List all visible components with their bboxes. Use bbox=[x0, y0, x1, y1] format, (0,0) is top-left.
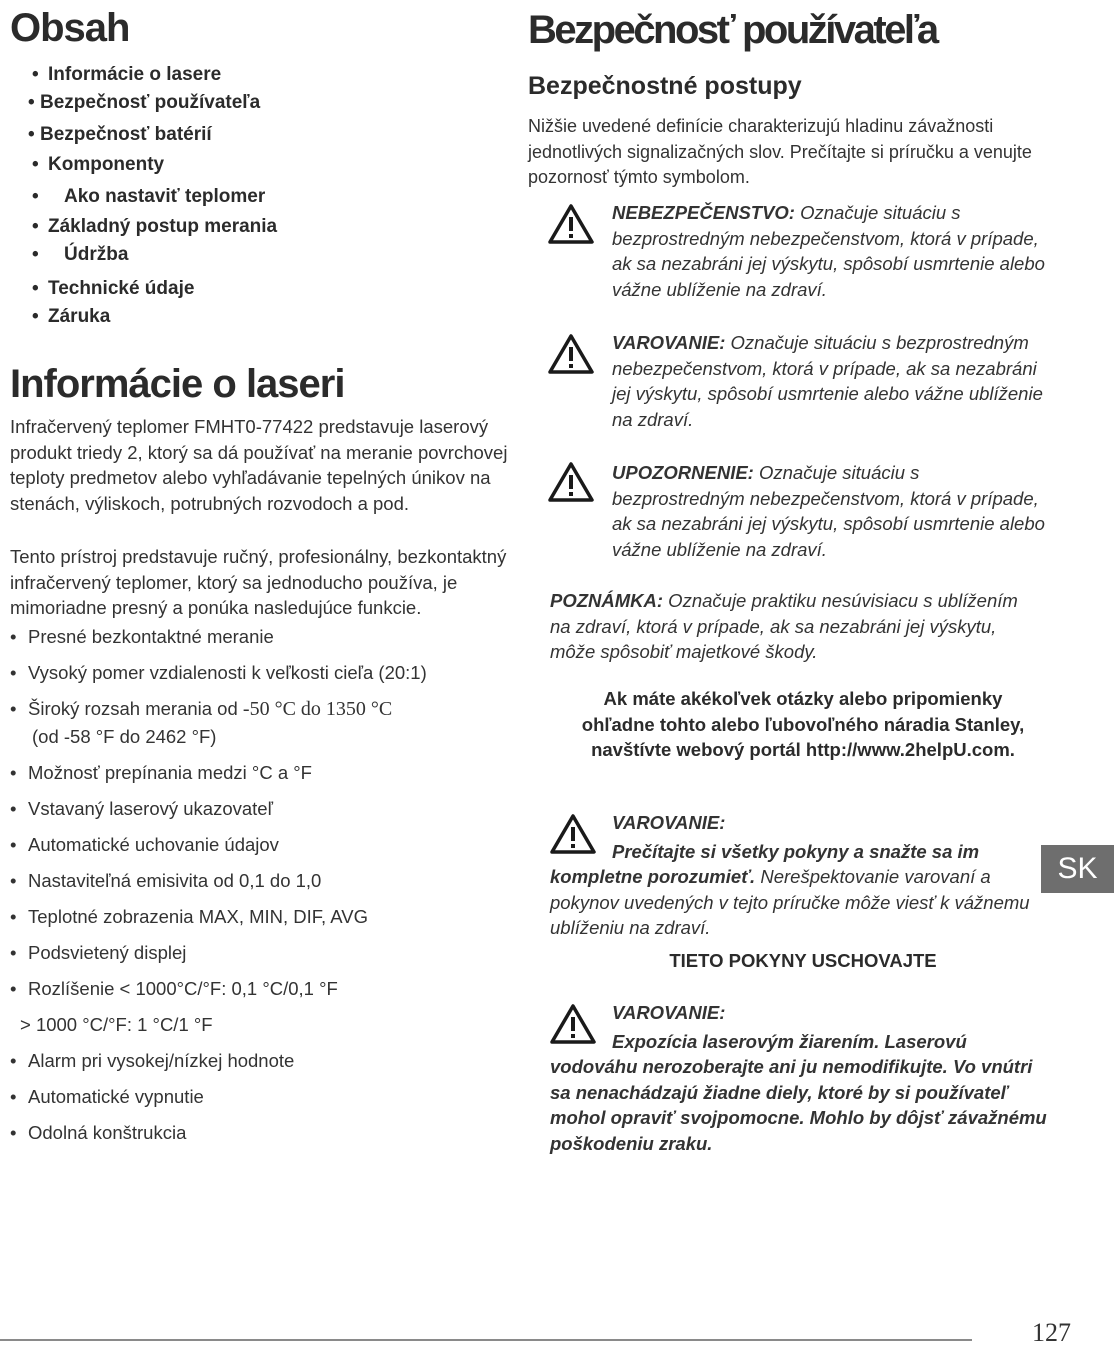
feature-item-continuation: > 1000 °C/°F: 1 °C/1 °F bbox=[20, 1014, 213, 1035]
feature-item: • Nastaviteľná emisivita od 0,1 do 1,0 bbox=[10, 870, 322, 891]
range-value: -50 °C do 1350 °C bbox=[242, 698, 393, 720]
caution-label: UPOZORNENIE: bbox=[612, 462, 754, 483]
warning-triangle-icon bbox=[548, 334, 594, 374]
toc-item[interactable]: • Údržba bbox=[32, 244, 129, 265]
language-tab[interactable]: SK bbox=[1041, 845, 1114, 893]
read-instructions-warning bbox=[550, 810, 1050, 941]
feature-item: • Široký rozsah merania od -50 °C do 1350 °C bbox=[10, 698, 393, 720]
note-block: POZNÁMKA: Označuje praktiku nesúvisiacu s ublížením na zdraví, ktorá v prípade, ak sa nezabráni jej výskytu, môže spôsobiť majetkové škody. bbox=[550, 590, 1018, 662]
warning-triangle-icon bbox=[550, 1004, 596, 1044]
safety-title: Bezpečnosť používateľa bbox=[528, 8, 937, 52]
toc-item[interactable]: • Komponenty bbox=[32, 154, 165, 175]
danger-label: NEBEZPEČENSTVO: bbox=[612, 202, 795, 223]
feature-item: • Automatické uchovanie údajov bbox=[10, 834, 279, 855]
feature-item: • Vstavaný laserový ukazovateľ bbox=[10, 798, 273, 819]
feature-item: • Presné bezkontaktné meranie bbox=[10, 626, 274, 647]
toc-item[interactable]: • Bezpečnosť používateľa bbox=[28, 92, 261, 113]
toc-item[interactable]: • Technické údaje bbox=[32, 278, 195, 299]
footer-divider bbox=[0, 1339, 972, 1341]
warning-triangle-icon bbox=[548, 462, 594, 502]
warn2-label: VAROVANIE: bbox=[612, 1002, 726, 1023]
caution-text: UPOZORNENIE: Označuje situáciu s bezprostredným nebezpečenstvom, ktorá v prípade, ak sa nezabráni jej výskytu, spôsobí usmrtenie alebo vážne ublíženie na zdraví. bbox=[612, 462, 1045, 560]
warn1-body: Prečítajte si všetky pokyny a snažte sa im kompletne porozumieť. Nerešpektovanie varovaní a pokynov uvedených v tejto príručke môže viesť k vážnemu ublíženiu na zdraví. bbox=[550, 840, 1030, 938]
warning-label: VAROVANIE: bbox=[612, 332, 726, 353]
feature-item: • Teplotné zobrazenia MAX, MIN, DIF, AVG bbox=[10, 906, 368, 927]
keep-instructions: TIETO POKYNY USCHOVAJTE bbox=[669, 950, 937, 971]
warning-triangle-icon bbox=[548, 204, 594, 244]
contact-info bbox=[548, 686, 1058, 763]
feature-item-continuation: (od -58 °F do 2462 °F) bbox=[32, 726, 217, 747]
safety-subtitle: Bezpečnostné postupy bbox=[528, 72, 802, 100]
contact-line: navštívte webový portál http://www.2helpU.com. bbox=[591, 739, 1015, 760]
feature-item: • Podsvietený displej bbox=[10, 942, 187, 963]
feature-item: • Možnosť prepínania medzi °C a °F bbox=[10, 762, 312, 783]
toc-item[interactable]: • Ako nastaviť teplomer bbox=[32, 186, 266, 207]
feature-item: • Alarm pri vysokej/nízkej hodnote bbox=[10, 1050, 295, 1071]
laser-paragraph-2: Tento prístroj predstavuje ručný, profesionálny, bezkontaktný infračervený teplomer, ktorý sa jednoducho používa, je mimoriadne presný a ponúka nasledujúce funkcie. bbox=[10, 546, 507, 618]
warning-text: VAROVANIE: Označuje situáciu s bezprostredným nebezpečenstvom, ktorá v prípade, ak sa nezabráni jej výskytu, spôsobí usmrtenie alebo vážne ublíženie na zdraví. bbox=[612, 332, 1043, 430]
toc-item[interactable]: • Informácie o lasere bbox=[32, 64, 222, 85]
feature-item: • Vysoký pomer vzdialenosti k veľkosti cieľa (20:1) bbox=[10, 662, 427, 683]
warn2-body: Expozícia laserovým žiarením. Laserovú vodováhu nerozoberajte ani ju nemodifikujte. Vo vnútri sa nenachádzajú žiadne diely, ktoré by si používateľ mohol opraviť svojpomocne. Mohlo by dôjsť závažnému poškodeniu zraku. bbox=[550, 1030, 1047, 1154]
toc-item[interactable]: • Bezpečnosť batérií bbox=[28, 124, 212, 145]
toc-item[interactable]: • Záruka bbox=[32, 306, 111, 327]
page-number: 127 bbox=[1032, 1318, 1071, 1347]
feature-item: • Odolná konštrukcia bbox=[10, 1122, 187, 1143]
safety-intro: Nižšie uvedené definície charakterizujú hladinu závažnosti jednotlivých signalizačných slov. Prečítajte si príručku a venujte pozornosť týmto symbolom. bbox=[528, 116, 1032, 187]
laser-section-title: Informácie o laseri bbox=[10, 362, 345, 406]
warn1-label: VAROVANIE: bbox=[612, 812, 726, 833]
laser-paragraph-1: Infračervený teplomer FMHT0-77422 predstavuje laserový produkt triedy 2, ktorý sa dá používať na meranie povrchovej teploty predmetov alebo vyhľadávanie tepelných únikov na stenách, výliskoch, potrubných rozvodoch a pod. bbox=[10, 416, 508, 514]
laser-exposure-warning bbox=[550, 1000, 1050, 1156]
feature-item: • Rozlíšenie < 1000°C/°F: 0,1 °C/0,1 °F bbox=[10, 978, 338, 999]
feature-item: • Automatické vypnutie bbox=[10, 1086, 204, 1107]
contact-line: ohľadne tohto alebo ľubovoľného náradia Stanley, bbox=[581, 713, 1025, 735]
warning-triangle-icon bbox=[550, 814, 596, 854]
contact-line: Ak máte akékoľvek otázky alebo pripomienky bbox=[603, 688, 1003, 709]
toc-item[interactable]: • Základný postup merania bbox=[32, 216, 278, 237]
note-label: POZNÁMKA: bbox=[550, 590, 664, 611]
danger-text: NEBEZPEČENSTVO: Označuje situáciu s bezprostredným nebezpečenstvom, ktorá v prípade, ak sa nezabráni jej výskytu, spôsobí usmrtenie alebo vážne ublíženie na zdraví. bbox=[612, 202, 1045, 300]
toc-title: Obsah bbox=[10, 6, 130, 50]
